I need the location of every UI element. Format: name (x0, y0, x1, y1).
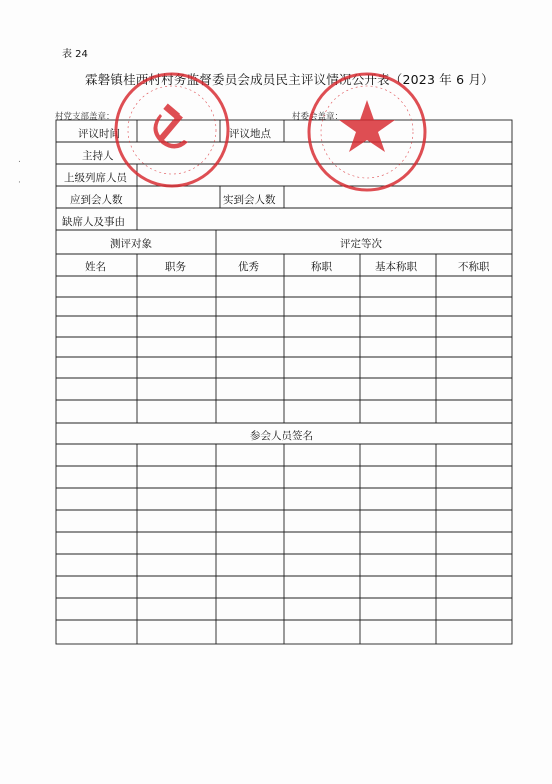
column-competent: 称职 (311, 261, 332, 273)
column-excellent: 优秀 (238, 261, 259, 273)
margin-mark: · (18, 178, 21, 188)
column-name: 姓名 (85, 261, 106, 273)
grade-header: 评定等次 (340, 238, 382, 250)
superior-attendees-label: 上级列席人员 (64, 172, 127, 184)
absentees-label: 缺席人及事由 (62, 216, 125, 228)
column-position: 职务 (165, 261, 186, 273)
table-number: 表 24 (62, 49, 88, 60)
signatures-header: 参会人员签名 (250, 430, 313, 442)
host-label: 主持人 (82, 150, 114, 162)
actual-count-label: 实到会人数 (223, 194, 276, 206)
committee-seal-stamp (305, 70, 429, 194)
party-seal-label: 村党支部盖章： (55, 112, 115, 122)
document-title: 霖磐镇桂西村村务监督委员会成员民主评议情况公开表（2023 年 6 月） (85, 72, 494, 87)
committee-seal-label: 村委会盖章： (292, 112, 344, 122)
meeting-time-label: 评议时间 (78, 128, 120, 140)
column-incompetent: 不称职 (458, 261, 490, 273)
expected-count-label: 应到会人数 (70, 194, 123, 206)
margin-mark: . (18, 155, 21, 165)
meeting-place-label: 评议地点 (229, 128, 271, 140)
party-seal-stamp (112, 70, 232, 190)
column-basically-competent: 基本称职 (375, 261, 417, 273)
evaluation-target-header: 测评对象 (110, 238, 152, 250)
